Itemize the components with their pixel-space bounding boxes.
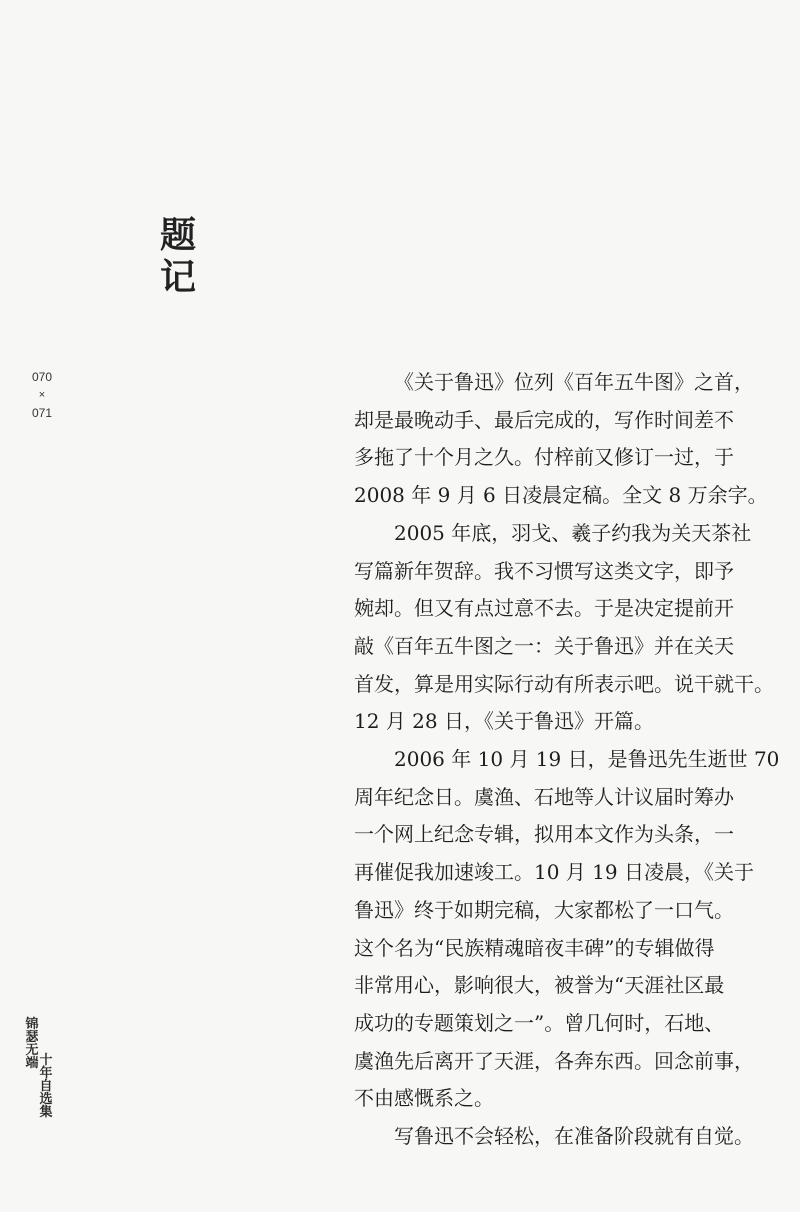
text-line: 2006 年 10 月 19 日，是鲁迅先生逝世 70 [394, 747, 780, 772]
text-line: 《关于鲁迅》位列《百年五牛图》之首， [394, 370, 754, 394]
body-text [314, 364, 780, 1156]
text-line: 周年纪念日。虞渔、石地等人计议届时筹办 [354, 784, 734, 809]
text-line: 写鲁迅不会轻松，在准备阶段就有自觉。 [394, 1124, 754, 1149]
text-line: 再催促我加速竣工。10 月 19 日凌晨，《关于 [354, 860, 754, 885]
text-line: 首发，算是用实际行动有所表示吧。说干就干。 [354, 671, 774, 696]
paragraph [314, 364, 768, 515]
text-line: 不由感慨系之。 [354, 1086, 494, 1111]
series-char: 自 [39, 1079, 53, 1094]
text-line: 婉却。但又有点过意不去。于是决定提前开 [354, 596, 734, 621]
text-line: 鲁迅》终于如期完稿，大家都松了一口气。 [354, 897, 734, 922]
title-char: 题 [159, 214, 196, 256]
page-number-separator: × [38, 389, 46, 401]
series-char: 十 [39, 1053, 53, 1068]
text-line: 2005 年底，羽戈、羲子约我为关天茶社 [394, 520, 752, 545]
book-title-vertical [25, 1018, 39, 1070]
series-char: 选 [39, 1092, 53, 1107]
text-line: 写篇新年贺辞。我不习惯写这类文字，即予 [354, 558, 734, 583]
text-line: 虞渔先后离开了天涯，各奔东西。回念前事， [354, 1048, 754, 1073]
text-line: 12 月 28 日，《关于鲁迅》开篇。 [354, 709, 654, 734]
text-line: 非常用心，影响很大，被誉为“天涯社区最 [354, 973, 725, 998]
page-number-left: 070 [31, 370, 53, 384]
book-title-char: 无 [25, 1043, 39, 1058]
book-title-char: 端 [25, 1056, 39, 1071]
text-line: 一个网上纪念专辑，拟用本文作为头条，一 [354, 822, 734, 847]
page-numbers [30, 368, 54, 422]
series-title-vertical [39, 1054, 53, 1119]
paragraph [314, 741, 780, 1118]
title-char: 记 [159, 256, 196, 298]
text-line: 却是最晚动手、最后完成的，写作时间差不 [354, 407, 734, 432]
text-line: 敲《百年五牛图之一：关于鲁迅》并在关天 [354, 633, 734, 658]
book-title-char: 锦 [25, 1017, 39, 1032]
paragraph [314, 1118, 754, 1156]
book-title-char: 瑟 [25, 1030, 39, 1045]
series-char: 年 [39, 1066, 53, 1081]
text-line: 2008 年 9 月 6 日凌晨定稿。全文 8 万余字。 [354, 483, 768, 508]
series-char: 集 [39, 1105, 53, 1120]
text-line: 这个名为“民族精魂暗夜丰碑”的专辑做得 [354, 935, 715, 960]
chapter-title [156, 214, 200, 298]
text-line: 多拖了十个月之久。付梓前又修订一过，于 [354, 445, 734, 470]
paragraph [314, 515, 774, 741]
page-number-right: 071 [31, 406, 53, 420]
text-line: 成功的专题策划之一”。曾几何时，石地、 [354, 1010, 725, 1035]
